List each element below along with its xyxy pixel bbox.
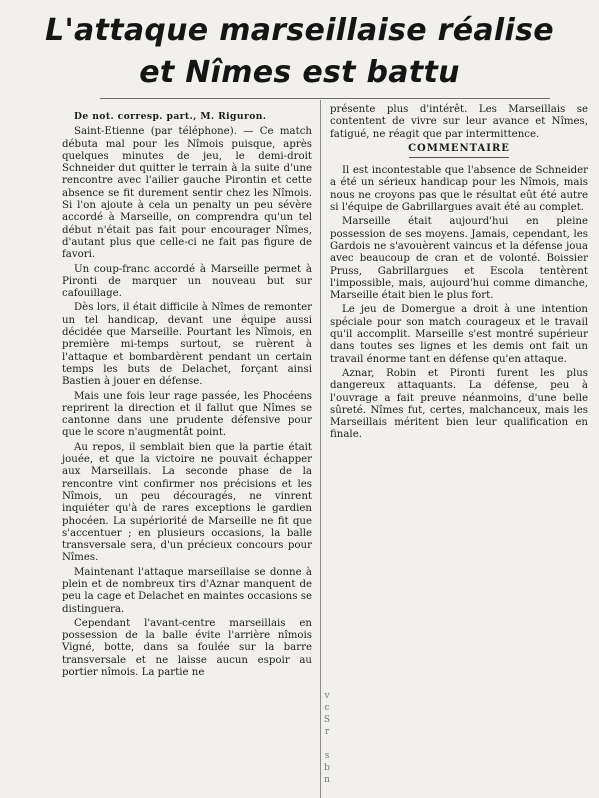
margin-letter: S bbox=[323, 715, 331, 725]
paragraph: Il est incontestable que l'absence de Schneider a été un sérieux handicap pour les Nîmois, mais nous ne croyons pas que le résultat eût été autre si l'équipe de Gabrillargues avait été au complet. bbox=[330, 165, 588, 214]
margin-letter: c bbox=[324, 703, 330, 713]
paragraph: Cependant l'avant-centre marseillais en possession de la balle évite l'arrière nîmois Vigné, botte, dans sa foulée sur la barre transversale et ne laisse aucun espoir au portier nîmois. La partie ne bbox=[62, 617, 312, 679]
byline: De not. corresp. part., M. Riguron. bbox=[74, 111, 267, 122]
paragraph: Aznar, Robin et Pironti furent les plus dangereux attaquants. La défense, peu à l'ouvrage a fait preuve néanmoins, d'une belle sûreté. Nîmes fut, certes, malchanceux, mais les Marseillais méritent bien leur qualification en finale. bbox=[330, 367, 588, 441]
article-right-column bbox=[330, 104, 588, 444]
margin-letter: s bbox=[324, 751, 330, 761]
paragraph: Un coup-franc accordé à Marseille permet à Pironti de marquer un nouveau but sur cafouillage. bbox=[62, 263, 312, 300]
section-heading: COMMENTAIRE bbox=[408, 142, 510, 154]
paragraph: Marseille était aujourd'hui en pleine possession de ses moyens. Jamais, cependant, les Gardois ne s'avouèrent vaincus et la défense joua avec beaucoup de cran et de volonté. Boissier Pruss, Gabrillargues et Escola tentèrent l'impossible, mais, aujourd'hui comme dimanche, Marseille était bien le plus fort. bbox=[330, 216, 588, 302]
headline-line-2: et Nîmes est battu bbox=[139, 55, 460, 90]
paragraph: Au repos, il semblait bien que la partie était jouée, et que la victoire ne pouvait échapper aux Marseillais. La seconde phase de la rencontre vint confirmer nos précisions et les Nîmois, un peu découragés, ne vinrent inquiéter qu'à de rares exceptions le gardien phocéen. La supériorité de Marseille ne fit que s'accentuer ; en plusieurs occasions, la balle transversale sera, d'un précieux concours pour Nîmes. bbox=[62, 441, 312, 564]
headline-line-1: L'attaque marseillaise réalise bbox=[45, 13, 554, 48]
margin-fragment bbox=[322, 690, 332, 786]
margin-letter bbox=[322, 738, 332, 750]
margin-letter: v bbox=[324, 691, 330, 701]
section-rule bbox=[409, 157, 509, 158]
paragraph: Le jeu de Domergue a droit à une intention spéciale pour son match courageux et le travail qu'il accomplit. Marseille s'est montré supérieur dans toutes ses lignes et les demis ont fait un travail énorme tant en défense qu'en attaque. bbox=[330, 304, 588, 365]
paragraph: Mais une fois leur rage passée, les Phocéens reprirent la direction et il fallut que Nîmes se cantonne dans une prudente défensive pour que le score n'augmentât point. bbox=[62, 390, 312, 439]
headline bbox=[0, 10, 599, 94]
column-divider bbox=[320, 100, 321, 798]
paragraph: Maintenant l'attaque marseillaise se donne à plein et de nombreux tirs d'Aznar manquent de peu la cage et Delachet en maintes occasions se distinguera. bbox=[62, 566, 312, 615]
headline-rule bbox=[100, 98, 550, 99]
paragraph: Saint-Etienne (par téléphone). — Ce match débuta mal pour les Nîmois puisque, après quelques minutes de jeu, le demi-droit Schneider dut quitter le terrain à la suite d'une rencontre avec l'ailier gauche Pirontin et cette absence se fit durement sentir chez les Nîmois. Si l'on ajoute à cela un penalty un peu sévère accordé à Marseille, on comprendra qu'un tel début n'était pas fait pour encourager Nîmes, d'autant plus que celle-ci ne fait pas figure de favori. bbox=[62, 126, 312, 261]
margin-letter: n bbox=[324, 775, 330, 785]
paragraph-continued: présente plus d'intérêt. Les Marseillais se contentent de vivre sur leur avance et Nîmes, fatigué, ne réagit que par intermittence. bbox=[330, 104, 588, 140]
paragraph: Dès lors, il était difficile à Nîmes de remonter un tel handicap, devant une équipe aussi décidée que Marseille. Pourtant les Nîmois, en première mi-temps surtout, se ruèrent à l'attaque et bombardèrent pendant un certain temps les buts de Delachet, forçant ainsi Bastien à jouer en défense. bbox=[62, 302, 312, 388]
article-left-column bbox=[62, 111, 312, 681]
margin-letter: r bbox=[324, 727, 330, 737]
margin-letter: b bbox=[324, 763, 330, 773]
